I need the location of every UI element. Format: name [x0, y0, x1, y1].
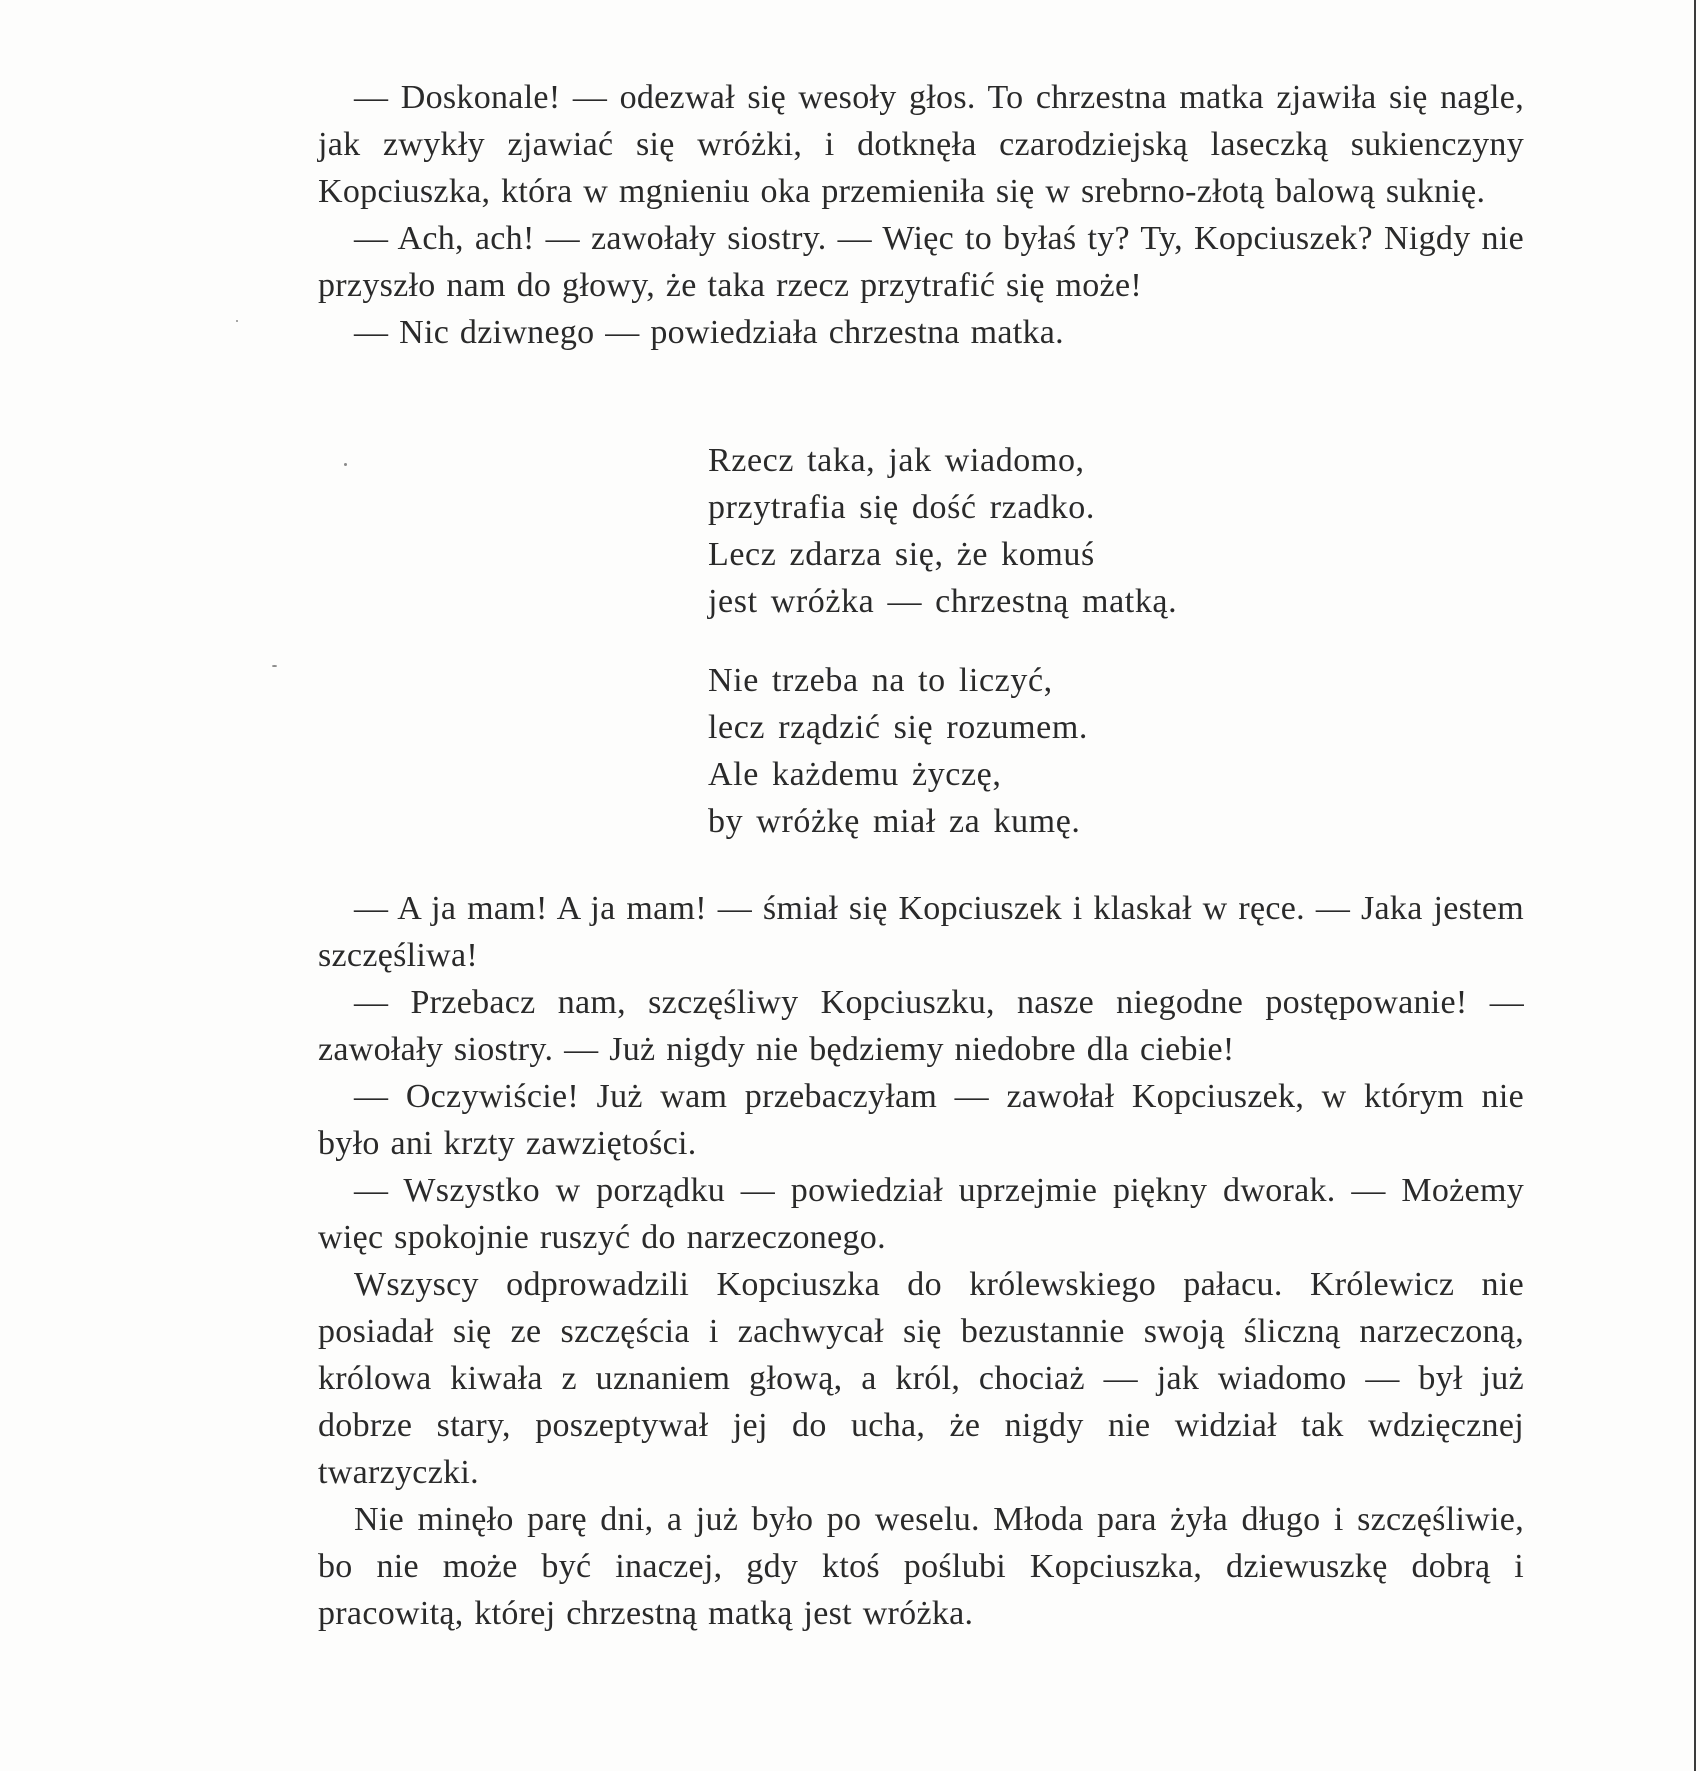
- paragraph: Nie minęło parę dni, a już było po weselu. Młoda para żyła długo i szczęśliwie, bo nie może być inaczej, gdy ktoś poślubi Kopciuszka, dziewuszkę dobrą i pracowitą, której chrzestną matką jest wróżka.: [318, 1501, 1524, 1632]
- paragraph: Wszyscy odprowadzili Kopciuszka do królewskiego pałacu. Królewicz nie posiadał się ze szczęścia i zachwycał się bezustannie swoją śliczną narzeczoną, królowa kiwała z uznaniem głową, a król, chociaż — jak wiadomo — był już dobrze stary, poszeptywał jej do ucha, że nigdy nie widział tak wdzięcznej twarzyczki.: [318, 1266, 1524, 1491]
- poem-line: jest wróżka — chrzestną matką.: [708, 583, 1178, 620]
- poem-stanza-2: [708, 657, 1228, 845]
- page-edge-line: [1694, 0, 1696, 1771]
- paragraph: — A ja mam! A ja mam! — śmiał się Kopciuszek i klaskał w ręce. — Jaka jestem szczęśliwa!: [318, 890, 1524, 974]
- scan-speck: [344, 463, 347, 466]
- poem-line: przytrafia się dość rzadko.: [708, 489, 1095, 526]
- paragraph: — Ach, ach! — zawołały siostry. — Więc to byłaś ty? Ty, Kopciuszek? Nigdy nie przyszło nam do głowy, że taka rzecz przytrafić się może!: [318, 220, 1524, 304]
- prose-section-top: [318, 74, 1524, 356]
- poem-line: by wróżkę miał za kumę.: [708, 803, 1081, 840]
- paragraph: — Wszystko w porządku — powiedział uprzejmie piękny dworak. — Możemy więc spokojnie ruszyć do narzeczonego.: [318, 1172, 1524, 1256]
- paragraph: — Przebacz nam, szczęśliwy Kopciuszku, nasze niegodne postępowanie! — zawołały siostry. — Już nigdy nie będziemy niedobre dla ciebie!: [318, 984, 1524, 1068]
- prose-section-bottom: [318, 885, 1524, 1637]
- paragraph: — Nic dziwnego — powiedziała chrzestna matka.: [354, 314, 1064, 351]
- scan-speck: [272, 665, 277, 667]
- poem-line: Lecz zdarza się, że komuś: [708, 536, 1095, 573]
- poem-line: Ale każdemu życzę,: [708, 756, 1002, 793]
- poem-line: Nie trzeba na to liczyć,: [708, 662, 1053, 699]
- paragraph: — Doskonale! — odezwał się wesoły głos. To chrzestna matka zjawiła się nagle, jak zwykły zjawiać się wróżki, i dotknęła czarodziejską laseczką sukienczyny Kopciuszka, która w mgnieniu oka przemieniła się w srebrno-złotą balową suknię.: [318, 79, 1524, 210]
- scan-speck: [236, 320, 238, 322]
- poem-line: lecz rządzić się rozumem.: [708, 709, 1089, 746]
- paragraph: — Oczywiście! Już wam przebaczyłam — zawołał Kopciuszek, w którym nie było ani krzty zawziętości.: [318, 1078, 1524, 1162]
- poem-stanza-1: [708, 437, 1228, 625]
- poem-line: Rzecz taka, jak wiadomo,: [708, 442, 1085, 479]
